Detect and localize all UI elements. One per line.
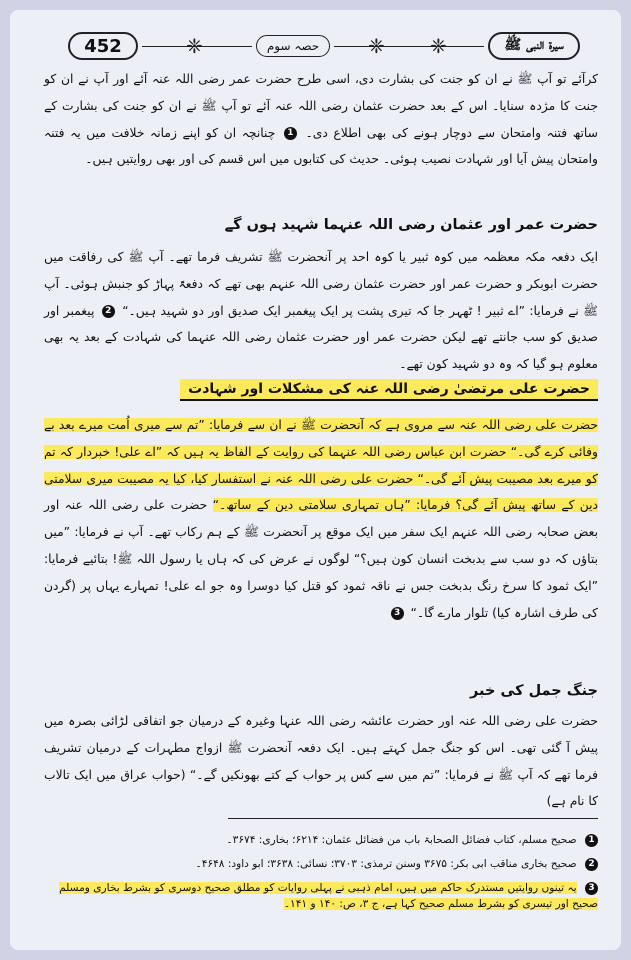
part-label: حصہ سوم <box>256 35 330 57</box>
section-heading-ali <box>44 378 598 397</box>
paragraph-text: چنانچہ ان کو اپنے زمانہ خلافت میں یہ فتنہ وامتحان پیش آیا اور شہادت نصیب ہوئی۔ حدیث کی کتابوں میں اس قسم کی اور بھی روایتیں ہیں۔ <box>44 125 598 167</box>
ornament-icon: ❈ <box>368 34 385 58</box>
paragraph-text: کرآئے تو آپ ﷺ نے ان کو جنت کی بشارت دی، اسی طرح حضرت عمر رضی اللہ عنہ آئے اور آپ نے ان کو جنت کا مژدہ سنایا۔ اس کے بعد حضرت عثمان رضی اللہ عنہ آئے تو آپ ﷺ نے ان کو جنت کی بشارت کے ساتھ فتنہ وامتحان سے دوچار ہونے کی بھی اطلاع دی۔ <box>44 72 598 140</box>
book-page <box>10 10 621 950</box>
paragraph-3 <box>44 412 598 626</box>
ornament-icon: ❈ <box>186 34 203 58</box>
paragraph-text: حضرت علی رضی اللہ عنہ اور بعض صحابہ رضی اللہ عنہم ایک سفر میں ایک موقع پر آنحضرت ﷺ کے ہم رکاب تھے۔ آپ نے فرمایا: ”میں بتاؤں کہ دو سب سے بدبخت انسان کون ہیں؟“ لوگوں نے عرض کی کہ ہاں یا رسول اللہ ﷺ! بتائیے فرمایا: ”ایک ثمود کا سرخ رنگ بدبخت جس نے ناقہ ثمود کو قتل کیا دوسرا وہ جو اے علی! تمہارے یہاں پر (گردن کی طرف اشارہ کیا) تلوار مارے گا۔“ <box>44 498 598 620</box>
page-header <box>68 32 580 62</box>
footnote-separator <box>228 818 598 819</box>
footnote-1 <box>44 832 598 848</box>
footnote-3 <box>44 880 598 912</box>
footnote-marker[interactable]: 2 <box>102 305 115 318</box>
footnote-number: 1 <box>585 834 598 847</box>
footnote-text: یہ تینوں روایتیں مستدرک حاکم میں ہیں، امام ذہبی نے پہلی روایات کو مطلق صحیح دوسری کو بشرط بخاری ومسلم صحیح اور تیسری کو بشرط مسلم صحیح کہا ہے، ج ۳، ص: ۱۴۰ و ۱۴۱۔ <box>59 882 598 910</box>
highlighted-text: حضرت علی رضی اللہ عنہ سے مروی ہے کہ آنحضرت ﷺ نے ان سے فرمایا: ”تم سے میری اُمت میرے بعد بے وفائی کرے گی۔“ حضرت ابن عباس رضی اللہ عنہما کی روایت کے الفاظ یہ ہیں کہ ”اے علی! خبردار کہ تم کو میرے بعد مصیبت پیش آئے گی۔“ حضرت علی رضی اللہ عنہ نے استفسار کیا، کیا یہ مصیبت میری سلامتی دین کے ساتھ پیش آئے گی؟ فرمایا: ”ہاں تمہاری سلامتی دین کے ساتھ۔“ <box>44 418 598 513</box>
book-title: سیرۃ النبی ﷺ <box>488 32 580 60</box>
paragraph-text: ایک دفعہ مکہ معظمہ میں کوہ ثبیر یا کوہ احد پر آنحضرت ﷺ تشریف فرما تھے۔ آپ ﷺ کی رفاقت میں حضرت ابوبکر و حضرت عمر اور حضرت عثمان رضی اللہ عنہم بھی تھے کہ دفعۃً پہاڑ کو جنبش ہوئی۔ آپ ﷺ نے فرمایا: ”اے ثبیر ! ٹھہر جا کہ تیری پشت پر ایک پیغمبر ایک صدیق اور دو شہید ہیں۔“ <box>44 250 598 318</box>
paragraph-2 <box>44 244 598 378</box>
paragraph-4: حضرت علی رضی اللہ عنہ اور حضرت عائشہ رضی اللہ عنہا وغیرہ کے درمیان جو اتفاقی لڑائی بصرہ میں پیش آ گئی تھی۔ اس کو جنگ جمل کہتے ہیں۔ ایک دفعہ آنحضرت ﷺ ازواج مطہرات کے درمیان تشریف فرما تھے کہ آپ ﷺ نے فرمایا: ”تم میں سے کس پر حواب کے کتے بھونکیں گے۔“ (حواب عراق میں ایک تالاب کا نام ہے) <box>44 714 598 809</box>
footnote-number: 3 <box>585 882 598 895</box>
section-heading-umar-uthman: حضرت عمر اور عثمان رضی اللہ عنہما شہید ہوں گے <box>224 217 598 233</box>
section-heading-jamal: جنگ جمل کی خبر <box>470 683 598 699</box>
footnote-text: صحیح بخاری مناقب ابی بکر: ۳۶۷۵ وسنن ترمذی: ۳۷۰۳؛ نسائی: ۳۶۳۸؛ ابو داود: ۴۶۴۸۔ <box>195 858 577 870</box>
page-number: 452 <box>68 32 138 60</box>
footnote-text: صحیح مسلم، کتاب فضائل الصحابۃ باب من فضائل عثمان: ۶۲۱۴؛ بخاری: ۳۶۷۴۔ <box>226 834 577 846</box>
footnote-2 <box>44 856 598 872</box>
footnote-marker[interactable]: 3 <box>391 607 404 620</box>
paragraph-1 <box>44 66 598 173</box>
ornament-icon: ❈ <box>430 34 447 58</box>
paragraph-text: پیغمبر اور صدیق کو سب جانتے تھے لیکن حضرت عمر اور حضرت عثمان رضی اللہ عنہما کی شہادت کے بعد یہ بھی معلوم ہو گیا کہ وہ دو شہید کون تھے۔ <box>44 303 598 372</box>
footnote-marker[interactable]: 1 <box>284 127 297 140</box>
header-rule <box>334 46 484 47</box>
footnote-number: 2 <box>585 858 598 871</box>
heading-text: حضرت علی مرتضیٰ رضی اللہ عنہ کی مشکلات اور شہادت <box>180 379 598 401</box>
